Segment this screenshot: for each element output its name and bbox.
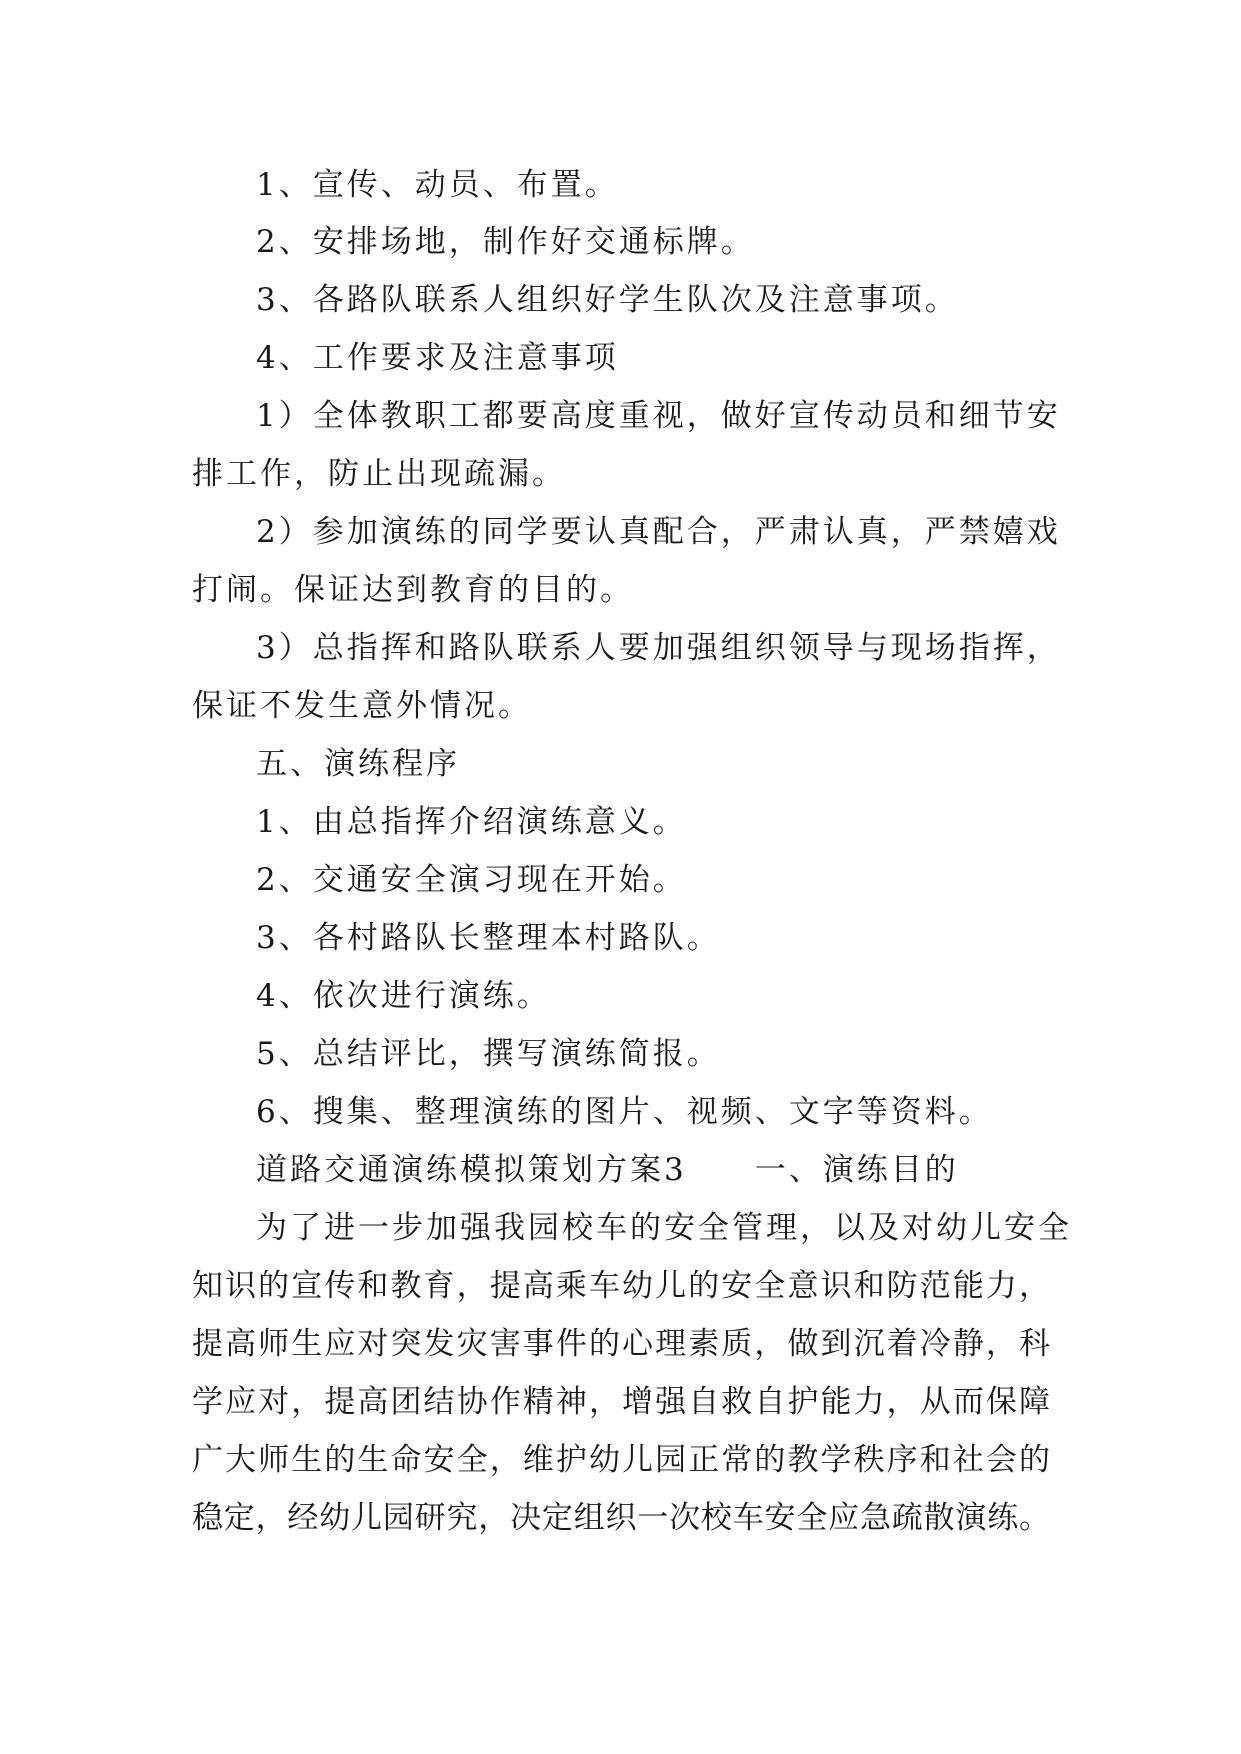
text-line: 2）参加演练的同学要认真配合，严肃认真，严禁嬉戏 xyxy=(256,514,1061,550)
text-line: 知识的宣传和教育，提高乘车幼儿的安全意识和防范能力， xyxy=(192,1268,1050,1304)
text-line: 稳定，经幼儿园研究，决定组织一次校车安全应急疏散演练。 xyxy=(192,1500,1050,1536)
text-line: 1、宣传、动员、布置。 xyxy=(256,167,619,203)
text-line: 6、搜集、整理演练的图片、视频、文字等资料。 xyxy=(256,1094,993,1130)
text-line: 3、各路队联系人组织好学生队次及注意事项。 xyxy=(256,282,959,318)
text-line: 保证不发生意外情况。 xyxy=(192,688,532,724)
section-heading: 五、演练程序 xyxy=(256,746,460,782)
text-line: 1、由总指挥介绍演练意义。 xyxy=(256,804,687,840)
section-heading: 道路交通演练模拟策划方案3 一、演练目的 xyxy=(256,1152,959,1188)
text-line: 为了进一步加强我园校车的安全管理，以及对幼儿安全 xyxy=(256,1210,1072,1246)
text-line: 4、依次进行演练。 xyxy=(256,978,551,1014)
text-line: 排工作，防止出现疏漏。 xyxy=(192,456,566,492)
text-line: 学应对，提高团结协作精神，增强自救自护能力，从而保障 xyxy=(192,1384,1050,1420)
text-line: 提高师生应对突发灾害事件的心理素质，做到沉着冷静，科 xyxy=(192,1326,1050,1362)
text-line: 3、各村路队长整理本村路队。 xyxy=(256,920,721,956)
text-line: 2、交通安全演习现在开始。 xyxy=(256,862,687,898)
text-line: 4、工作要求及注意事项 xyxy=(256,340,619,376)
text-line: 2、安排场地，制作好交通标牌。 xyxy=(256,224,755,260)
text-line: 1）全体教职工都要高度重视，做好宣传动员和细节安 xyxy=(256,398,1061,434)
text-line: 5、总结评比，撰写演练简报。 xyxy=(256,1036,721,1072)
text-line: 打闹。保证达到教育的目的。 xyxy=(192,572,634,608)
text-line: 广大师生的生命安全，维护幼儿园正常的教学秩序和社会的 xyxy=(192,1442,1050,1478)
text-line: 3）总指挥和路队联系人要加强组织领导与现场指挥， xyxy=(256,630,1061,666)
